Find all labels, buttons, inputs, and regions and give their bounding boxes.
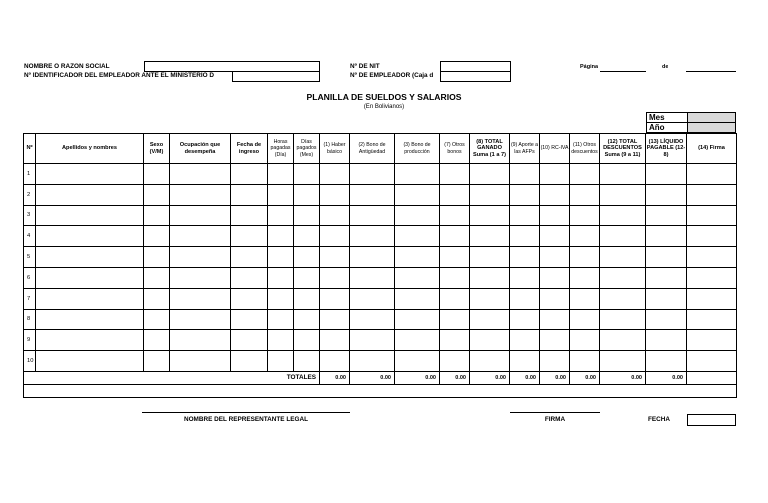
table-cell[interactable] bbox=[540, 184, 570, 205]
table-cell[interactable] bbox=[36, 309, 144, 330]
firma-line[interactable] bbox=[510, 403, 600, 413]
column-header: (2) Bono de Antigüedad bbox=[350, 134, 395, 164]
table-cell[interactable] bbox=[395, 247, 440, 268]
table-cell[interactable] bbox=[320, 247, 350, 268]
table-cell[interactable] bbox=[294, 309, 320, 330]
total-value: 0.00 bbox=[440, 371, 470, 384]
column-header: (10) RC-IVA bbox=[540, 134, 570, 164]
table-cell[interactable] bbox=[600, 226, 646, 247]
firma-label: FIRMA bbox=[544, 416, 566, 423]
column-header: (14) Firma bbox=[687, 134, 737, 164]
table-cell[interactable] bbox=[144, 351, 170, 372]
table-cell[interactable] bbox=[510, 330, 540, 351]
table-cell[interactable] bbox=[510, 184, 540, 205]
table-cell[interactable] bbox=[170, 184, 231, 205]
table-cell[interactable] bbox=[170, 226, 231, 247]
row-number: 5 bbox=[24, 247, 36, 268]
mes-label: Mes bbox=[646, 112, 688, 123]
table-row bbox=[24, 205, 737, 226]
table-cell[interactable] bbox=[687, 247, 737, 268]
pagina-label: Página bbox=[580, 64, 599, 70]
table-cell[interactable] bbox=[320, 164, 350, 185]
table-cell[interactable] bbox=[470, 288, 510, 309]
table-cell[interactable] bbox=[395, 288, 440, 309]
table-cell[interactable] bbox=[510, 226, 540, 247]
table-cell[interactable] bbox=[440, 309, 470, 330]
column-header: Sexo (V/M) bbox=[144, 134, 170, 164]
table-cell[interactable] bbox=[510, 288, 540, 309]
column-header: (3) Bono de producción bbox=[395, 134, 440, 164]
table-cell[interactable] bbox=[294, 184, 320, 205]
razon-social-label: NOMBRE O RAZÓN SOCIAL bbox=[24, 63, 110, 70]
row-number: 3 bbox=[24, 205, 36, 226]
table-cell[interactable] bbox=[687, 164, 737, 185]
table-cell[interactable] bbox=[294, 330, 320, 351]
table-cell[interactable] bbox=[170, 164, 231, 185]
column-header: (1) Haber básico bbox=[320, 134, 350, 164]
table-cell[interactable] bbox=[170, 288, 231, 309]
column-header: Horas pagadas (Día) bbox=[268, 134, 294, 164]
table-cell[interactable] bbox=[268, 226, 294, 247]
table-cell[interactable] bbox=[646, 205, 687, 226]
table-row bbox=[24, 226, 737, 247]
column-header: Fecha de ingreso bbox=[231, 134, 268, 164]
table-cell[interactable] bbox=[350, 247, 395, 268]
total-value: 0.00 bbox=[395, 371, 440, 384]
table-cell[interactable] bbox=[320, 330, 350, 351]
table-cell[interactable] bbox=[231, 184, 268, 205]
row-number: 4 bbox=[24, 226, 36, 247]
table-cell[interactable] bbox=[395, 226, 440, 247]
row-number: 8 bbox=[24, 309, 36, 330]
table-cell[interactable] bbox=[510, 267, 540, 288]
table-cell[interactable] bbox=[600, 164, 646, 185]
table-cell[interactable] bbox=[570, 205, 600, 226]
table-cell[interactable] bbox=[570, 351, 600, 372]
column-header: (8) TOTAL GANADO Suma (1 a 7) bbox=[470, 134, 510, 164]
table-cell[interactable] bbox=[646, 351, 687, 372]
table-cell[interactable] bbox=[294, 267, 320, 288]
total-value: 0.00 bbox=[646, 371, 687, 384]
table-cell[interactable] bbox=[570, 309, 600, 330]
table-row bbox=[24, 184, 737, 205]
table-cell[interactable] bbox=[540, 330, 570, 351]
row-number: 1 bbox=[24, 164, 36, 185]
table-cell[interactable] bbox=[687, 330, 737, 351]
table-cell[interactable] bbox=[170, 267, 231, 288]
table-cell[interactable] bbox=[570, 267, 600, 288]
total-value: 0.00 bbox=[570, 371, 600, 384]
table-row bbox=[24, 309, 737, 330]
table-row bbox=[24, 164, 737, 185]
table-cell[interactable] bbox=[470, 351, 510, 372]
totals-label: TOTALES bbox=[24, 371, 320, 384]
table-header-row bbox=[24, 134, 737, 164]
table-cell[interactable] bbox=[170, 247, 231, 268]
table-cell[interactable] bbox=[350, 309, 395, 330]
table-cell[interactable] bbox=[570, 226, 600, 247]
table-cell[interactable] bbox=[320, 205, 350, 226]
table-cell[interactable] bbox=[231, 164, 268, 185]
identificador-field[interactable] bbox=[232, 71, 320, 82]
page-subtitle: (En Bolivianos) bbox=[363, 104, 405, 110]
table-cell[interactable] bbox=[600, 309, 646, 330]
table-cell[interactable] bbox=[144, 184, 170, 205]
total-firma-cell bbox=[687, 371, 737, 384]
table-cell[interactable] bbox=[294, 226, 320, 247]
table-cell[interactable] bbox=[687, 205, 737, 226]
table-cell[interactable] bbox=[440, 164, 470, 185]
anio-field[interactable] bbox=[687, 122, 736, 133]
table-cell[interactable] bbox=[646, 184, 687, 205]
table-cell[interactable] bbox=[294, 164, 320, 185]
row-number: 9 bbox=[24, 330, 36, 351]
table-cell[interactable] bbox=[646, 288, 687, 309]
row-number: 7 bbox=[24, 288, 36, 309]
table-cell[interactable] bbox=[570, 288, 600, 309]
table-cell[interactable] bbox=[170, 351, 231, 372]
column-header: (13) LÍQUIDO PAGABLE (12-8) bbox=[646, 134, 687, 164]
table-cell[interactable] bbox=[268, 288, 294, 309]
table-cell[interactable] bbox=[440, 205, 470, 226]
empleador-field[interactable] bbox=[440, 71, 511, 82]
table-cell[interactable] bbox=[231, 247, 268, 268]
table-cell[interactable] bbox=[646, 267, 687, 288]
table-cell[interactable] bbox=[144, 164, 170, 185]
row-number: 10 bbox=[24, 351, 36, 372]
table-cell[interactable] bbox=[231, 226, 268, 247]
table-cell[interactable] bbox=[440, 184, 470, 205]
table-cell[interactable] bbox=[470, 205, 510, 226]
table-cell[interactable] bbox=[268, 309, 294, 330]
column-header: Días pagados (Mes) bbox=[294, 134, 320, 164]
table-cell[interactable] bbox=[687, 288, 737, 309]
table-cell[interactable] bbox=[231, 351, 268, 372]
table-cell[interactable] bbox=[350, 164, 395, 185]
table-cell[interactable] bbox=[540, 288, 570, 309]
table-cell[interactable] bbox=[395, 184, 440, 205]
table-cell[interactable] bbox=[231, 330, 268, 351]
table-cell[interactable] bbox=[268, 330, 294, 351]
table-cell[interactable] bbox=[646, 226, 687, 247]
table-cell[interactable] bbox=[470, 267, 510, 288]
table-cell[interactable] bbox=[36, 247, 144, 268]
table-cell[interactable] bbox=[600, 267, 646, 288]
table-cell[interactable] bbox=[687, 267, 737, 288]
table-cell[interactable] bbox=[687, 351, 737, 372]
table-cell[interactable] bbox=[687, 226, 737, 247]
table-cell[interactable] bbox=[231, 309, 268, 330]
table-cell[interactable] bbox=[36, 226, 144, 247]
anio-label: Año bbox=[646, 122, 688, 133]
table-cell[interactable] bbox=[144, 226, 170, 247]
table-cell[interactable] bbox=[570, 247, 600, 268]
table-row bbox=[24, 288, 737, 309]
table-cell[interactable] bbox=[268, 164, 294, 185]
table-cell[interactable] bbox=[144, 267, 170, 288]
table-cell[interactable] bbox=[510, 247, 540, 268]
table-cell[interactable] bbox=[570, 184, 600, 205]
table-cell[interactable] bbox=[687, 309, 737, 330]
page-title: PLANILLA DE SUELDOS Y SALARIOS bbox=[306, 92, 462, 102]
table-cell[interactable] bbox=[36, 205, 144, 226]
column-header: Nº bbox=[24, 134, 36, 164]
representante-line[interactable] bbox=[142, 403, 350, 413]
column-header: (7) Otros bonos bbox=[440, 134, 470, 164]
table-cell[interactable] bbox=[350, 184, 395, 205]
table-cell[interactable] bbox=[350, 288, 395, 309]
table-cell[interactable] bbox=[440, 247, 470, 268]
table-cell[interactable] bbox=[350, 351, 395, 372]
table-cell[interactable] bbox=[268, 205, 294, 226]
table-cell[interactable] bbox=[294, 205, 320, 226]
table-cell[interactable] bbox=[510, 351, 540, 372]
table-cell[interactable] bbox=[144, 205, 170, 226]
column-header: (9) Aporte a las AFPs bbox=[510, 134, 540, 164]
table-cell[interactable] bbox=[231, 205, 268, 226]
table-cell[interactable] bbox=[470, 309, 510, 330]
table-cell[interactable] bbox=[268, 184, 294, 205]
table-cell[interactable] bbox=[540, 205, 570, 226]
representante-label: NOMBRE DEL REPRESENTANTE LEGAL bbox=[183, 416, 309, 423]
row-number: 2 bbox=[24, 184, 36, 205]
table-cell[interactable] bbox=[294, 288, 320, 309]
column-header: Ocupación que desempeña bbox=[170, 134, 231, 164]
de-label: de bbox=[662, 64, 669, 70]
table-cell[interactable] bbox=[440, 351, 470, 372]
table-cell[interactable] bbox=[320, 288, 350, 309]
table-cell[interactable] bbox=[646, 247, 687, 268]
total-value: 0.00 bbox=[350, 371, 395, 384]
table-cell[interactable] bbox=[144, 330, 170, 351]
column-header: Apellidos y nombres bbox=[36, 134, 144, 164]
table-cell[interactable] bbox=[36, 267, 144, 288]
table-row bbox=[24, 267, 737, 288]
table-cell[interactable] bbox=[320, 226, 350, 247]
table-cell[interactable] bbox=[470, 164, 510, 185]
table-cell[interactable] bbox=[540, 247, 570, 268]
table-cell[interactable] bbox=[600, 330, 646, 351]
table-cell[interactable] bbox=[170, 330, 231, 351]
total-value: 0.00 bbox=[540, 371, 570, 384]
planilla-table bbox=[23, 133, 737, 398]
table-cell[interactable] bbox=[320, 309, 350, 330]
table-cell[interactable] bbox=[36, 330, 144, 351]
table-cell[interactable] bbox=[510, 205, 540, 226]
table-cell[interactable] bbox=[144, 309, 170, 330]
table-bottom-strip bbox=[24, 384, 737, 397]
table-cell[interactable] bbox=[231, 288, 268, 309]
nit-label: Nº DE NIT bbox=[350, 63, 380, 70]
table-cell[interactable] bbox=[395, 309, 440, 330]
table-cell[interactable] bbox=[540, 309, 570, 330]
table-cell[interactable] bbox=[646, 309, 687, 330]
table-cell[interactable] bbox=[540, 351, 570, 372]
fecha-label: FECHA bbox=[648, 416, 671, 423]
table-cell[interactable] bbox=[687, 184, 737, 205]
table-cell[interactable] bbox=[510, 309, 540, 330]
table-cell[interactable] bbox=[395, 330, 440, 351]
table-cell[interactable] bbox=[440, 267, 470, 288]
table-cell[interactable] bbox=[231, 267, 268, 288]
table-cell[interactable] bbox=[600, 184, 646, 205]
table-cell[interactable] bbox=[470, 226, 510, 247]
fecha-field[interactable] bbox=[687, 414, 736, 426]
table-cell[interactable] bbox=[350, 205, 395, 226]
table-cell[interactable] bbox=[600, 247, 646, 268]
table-cell[interactable] bbox=[36, 351, 144, 372]
table-cell[interactable] bbox=[350, 330, 395, 351]
table-cell[interactable] bbox=[268, 267, 294, 288]
table-row bbox=[24, 247, 737, 268]
table-cell[interactable] bbox=[600, 288, 646, 309]
table-cell[interactable] bbox=[395, 267, 440, 288]
table-cell[interactable] bbox=[36, 184, 144, 205]
table-cell[interactable] bbox=[320, 351, 350, 372]
total-value: 0.00 bbox=[320, 371, 350, 384]
table-cell[interactable] bbox=[268, 351, 294, 372]
table-cell[interactable] bbox=[294, 351, 320, 372]
row-number: 6 bbox=[24, 267, 36, 288]
table-cell[interactable] bbox=[395, 164, 440, 185]
table-cell[interactable] bbox=[440, 226, 470, 247]
table-row bbox=[24, 351, 737, 372]
table-cell[interactable] bbox=[320, 267, 350, 288]
table-row bbox=[24, 330, 737, 351]
table-cell[interactable] bbox=[570, 164, 600, 185]
table-cell[interactable] bbox=[646, 330, 687, 351]
table-cell[interactable] bbox=[540, 267, 570, 288]
table-cell[interactable] bbox=[470, 330, 510, 351]
table-cell[interactable] bbox=[144, 288, 170, 309]
pagina-field[interactable] bbox=[600, 62, 646, 72]
table-cell[interactable] bbox=[600, 351, 646, 372]
table-cell[interactable] bbox=[470, 184, 510, 205]
table-cell[interactable] bbox=[36, 288, 144, 309]
table-cell[interactable] bbox=[294, 247, 320, 268]
total-value: 0.00 bbox=[600, 371, 646, 384]
table-cell[interactable] bbox=[540, 226, 570, 247]
table-cell[interactable] bbox=[646, 164, 687, 185]
empleador-label: Nº DE EMPLEADOR (Caja d bbox=[350, 72, 434, 79]
table-cell[interactable] bbox=[144, 247, 170, 268]
identificador-label: Nº IDENTIFICADOR DEL EMPLEADOR ANTE EL MINISTERIO D bbox=[24, 72, 215, 79]
column-header: (12) TOTAL DESCUENTOS Suma (9 a 11) bbox=[600, 134, 646, 164]
table-cell[interactable] bbox=[570, 330, 600, 351]
column-header: (11) Otros descuentos bbox=[570, 134, 600, 164]
table-cell[interactable] bbox=[350, 267, 395, 288]
table-cell[interactable] bbox=[440, 288, 470, 309]
total-value: 0.00 bbox=[510, 371, 540, 384]
table-cell[interactable] bbox=[470, 247, 510, 268]
table-cell[interactable] bbox=[540, 164, 570, 185]
table-cell[interactable] bbox=[395, 205, 440, 226]
table-cell[interactable] bbox=[510, 164, 540, 185]
table-cell[interactable] bbox=[600, 205, 646, 226]
table-cell[interactable] bbox=[395, 351, 440, 372]
totals-row bbox=[24, 371, 737, 384]
table-cell[interactable] bbox=[36, 164, 144, 185]
table-cell[interactable] bbox=[320, 184, 350, 205]
table-cell[interactable] bbox=[170, 309, 231, 330]
total-value: 0.00 bbox=[470, 371, 510, 384]
table-cell[interactable] bbox=[268, 247, 294, 268]
total-paginas-field[interactable] bbox=[686, 62, 736, 72]
table-cell[interactable] bbox=[350, 226, 395, 247]
table-cell[interactable] bbox=[440, 330, 470, 351]
table-cell[interactable] bbox=[170, 205, 231, 226]
